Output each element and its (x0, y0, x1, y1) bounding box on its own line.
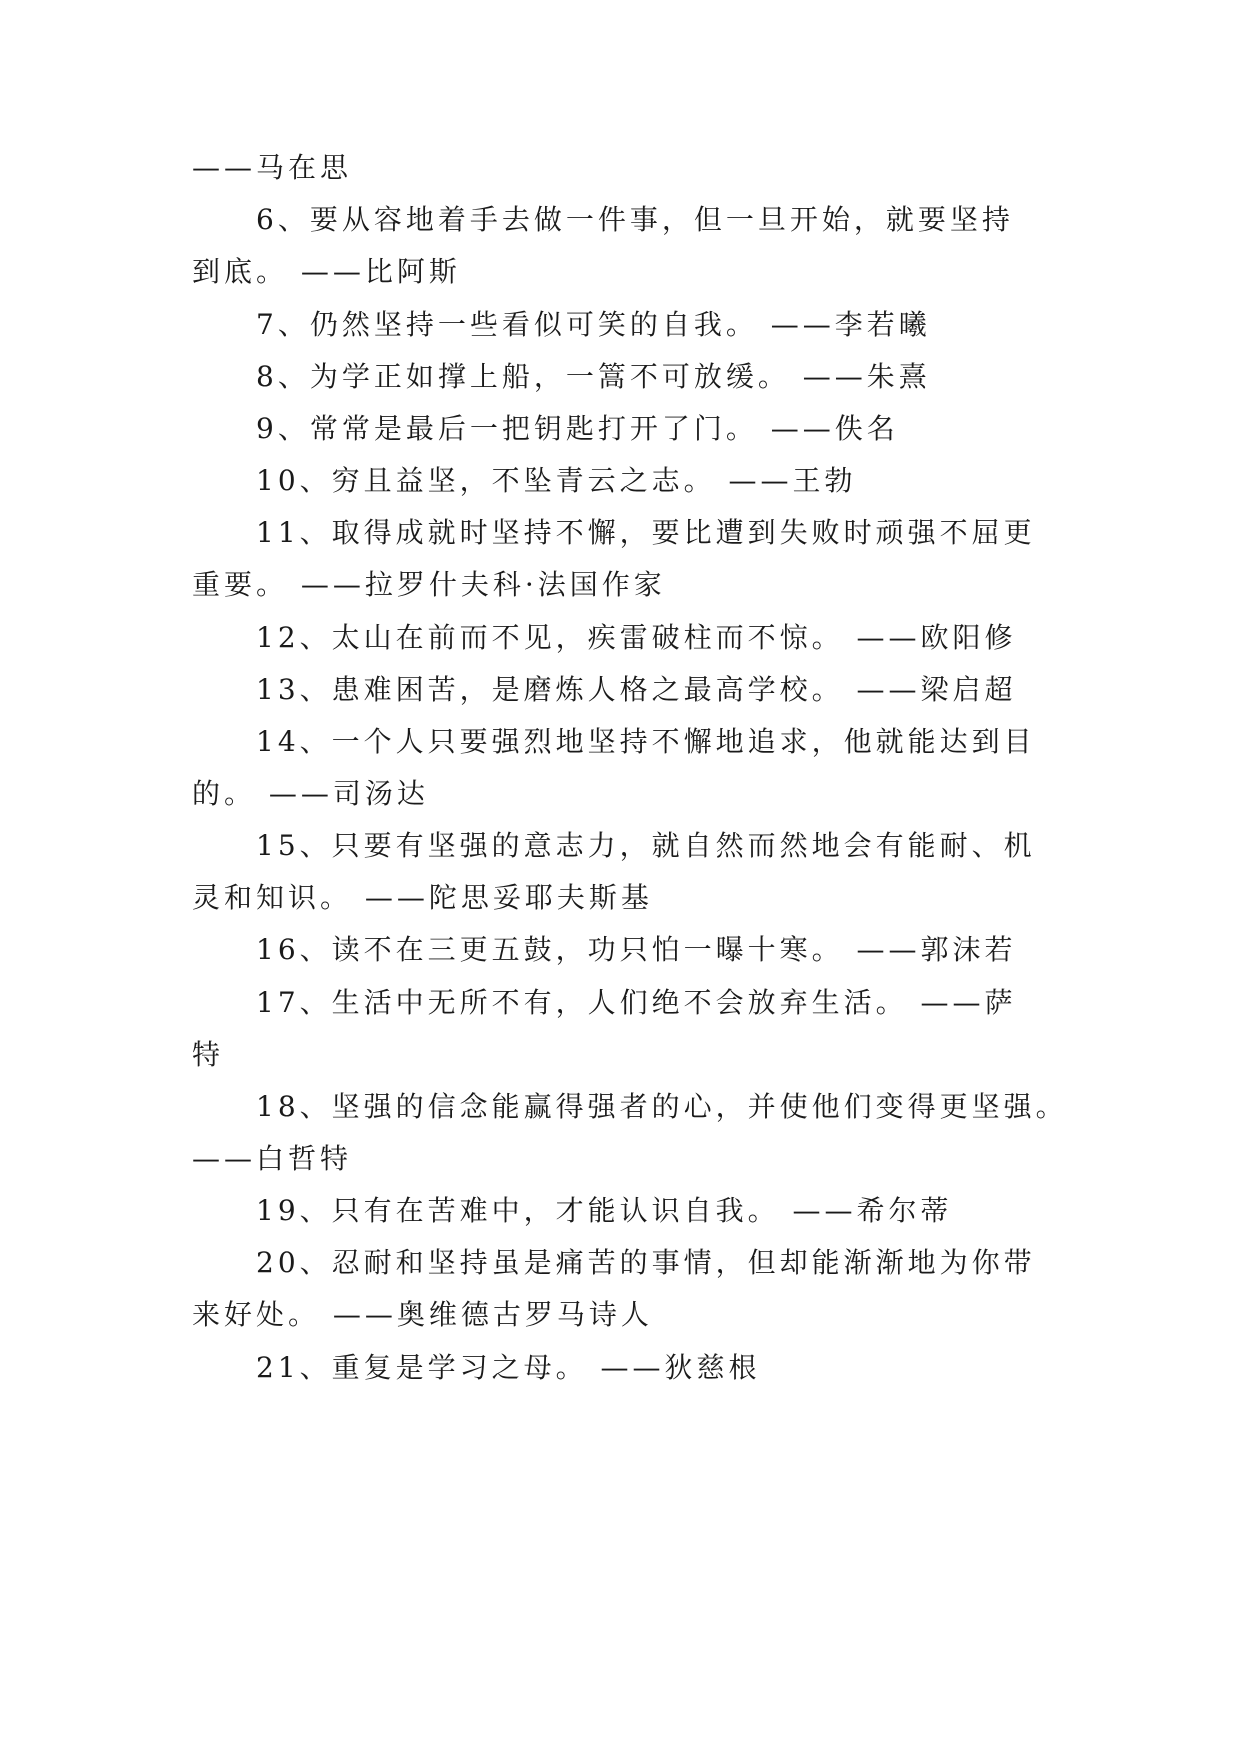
text-line: 来好处。 ——奥维德古罗马诗人 (192, 1298, 653, 1331)
text-line: 6、要从容地着手去做一件事，但一旦开始，就要坚持 (256, 203, 1014, 236)
text-line: 13、患难困苦，是磨炼人格之最高学校。 ——梁启超 (256, 673, 1017, 706)
text-line: 16、读不在三更五鼓，功只怕一曝十寒。 ——郭沫若 (256, 933, 1017, 966)
text-line: 12、太山在前而不见，疾雷破柱而不惊。 ——欧阳修 (256, 621, 1017, 654)
text-line: 17、生活中无所不有，人们绝不会放弃生活。 ——萨 (256, 986, 1017, 1019)
text-line: 特 (192, 1038, 225, 1071)
text-line: 20、忍耐和坚持虽是痛苦的事情，但却能渐渐地为你带 (256, 1246, 1036, 1279)
text-line: ——马在思 (192, 151, 353, 184)
text-line: 8、为学正如撑上船，一篙不可放缓。 ——朱熹 (256, 360, 931, 393)
text-line: 10、穷且益坚，不坠青云之志。 ——王勃 (256, 464, 857, 497)
text-line: 21、重复是学习之母。 ——狄慈根 (256, 1351, 761, 1384)
text-line: 15、只要有坚强的意志力，就自然而然地会有能耐、机 (256, 829, 1036, 862)
text-line: 19、只有在苦难中，才能认识自我。 ——希尔蒂 (256, 1194, 953, 1227)
text-line: 重要。 ——拉罗什夫科·法国作家 (192, 568, 666, 601)
text-line: 灵和知识。 ——陀思妥耶夫斯基 (192, 881, 653, 914)
text-line: 11、取得成就时坚持不懈，要比遭到失败时顽强不屈更 (256, 516, 1036, 549)
text-line: 的。 ——司汤达 (192, 777, 429, 810)
text-line: ——白哲特 (192, 1142, 353, 1175)
text-line: 14、一个人只要强烈地坚持不懈地追求，他就能达到目 (256, 725, 1036, 758)
text-line: 7、仍然坚持一些看似可笑的自我。 ——李若曦 (256, 308, 931, 341)
text-line: 18、坚强的信念能赢得强者的心，并使他们变得更坚强。 (256, 1090, 1068, 1123)
text-line: 到底。 ——比阿斯 (192, 255, 461, 288)
text-line: 9、常常是最后一把钥匙打开了门。 ——佚名 (256, 412, 899, 445)
